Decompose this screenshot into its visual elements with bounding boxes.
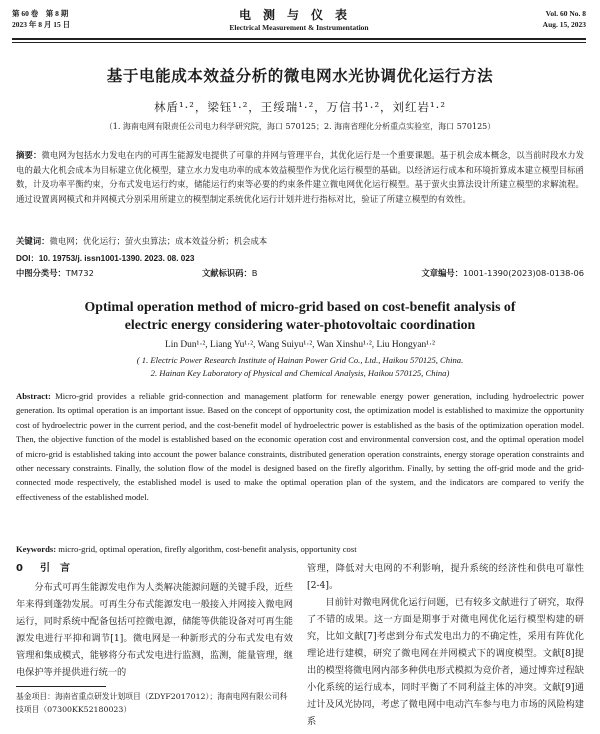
paper-title-cn: 基于电能成本效益分析的微电网水光协调优化运行方法 [106,67,494,85]
authors-cn: 林盾¹·²，梁钰¹·²，王绥瑞¹·²，万信书¹·²，刘红岩¹·² [154,100,446,114]
section-number: 0 [16,563,23,574]
keywords-en [16,544,584,554]
clc-code: 中图分类号：TM732 [16,268,94,278]
journal-name-en: Electrical Measurement & Instrumentation [229,23,369,32]
journal-name-cn: 电测与仪表 [238,8,359,22]
header-center [12,8,586,33]
document-code: 文献标识码：B [202,268,258,278]
keywords-cn [16,235,584,247]
abstract-en-text: Micro-grid provides a reliable grid-connection and management platform for renewable energy power generation, including hydroelectric power generation. Its optimal operation is an important issue. Based on the concept of opportunity cost, the optimization model is established to maximize the opportunity cost of hydroelectric power in the current period, and the cost-benefit model of hydroelectric power is established as the basis of the optimization operation model. Then, the objective function of the model is established based on the economic operation cost and environmental conversion cost, and the optimal operation model of micro-grid is established taking into account the power balance constraints, distributed generation operation constraints, energy storage operation constraints and other necessary constraints. Finally, the solution flow of the model is designed based on the firefly algorithm. Finally, by setting the off-grid mode and the grid-connected mode respectively, the established model is used to make the optimal operation plan of the system, and the indicators are compared to verify the effectiveness of the established model. [16,391,584,502]
abstract-cn-text: 微电网为包括水力发电在内的可再生能源发电提供了可靠的并网与管理平台，其优化运行是一个重要课题。基于机会成本概念，以当前时段水力发电的最大化机会成本为目标建立优化模型，建立水力发电功率的成本效益模型作为优化运行模型的基础。以经济运行成本和环境折算成本建立模型目标函数，计及功率平衡约束，分布式发电运行约束，储能运行约束等必要的约束条件建立微电网优化运行模型。基于萤火虫算法设计所建立模型的求解流程。通过设置离网模式和并网模式分别采用所建立的模型制定系统优化运行计划并进行指标对比，验证了所建立模型的有效性。 [16,150,584,204]
keywords-cn-label: 关键词： [16,236,50,246]
date-cn: 2023 年 8 月 15 日 [12,20,71,29]
affiliation-en-line2: 2. Hainan Key Laboratory of Physical and Chemical Analysis, Haikou 570125, China) [150,368,450,378]
header-rule-thin [12,42,586,43]
abstract-en [16,389,584,504]
header-rule-thick [12,38,586,40]
keywords-cn-text: 微电网；优化运行；萤火虫算法；成本效益分析；机会成本 [49,236,268,246]
volume-en: Vol. 60 No. 8 [545,9,586,18]
body-column-right [307,560,584,730]
abstract-en-label: Abstract: [16,391,51,401]
date-en: Aug. 15, 2023 [542,20,586,29]
paper-title-en: Optimal operation method of micro-grid based on cost-benefit analysis of electric energy considering water-photovoltaic coordination [84,299,516,332]
intro-paragraph-left: 分布式可再生能源发电作为人类解决能源问题的关键手段，近些年来得到蓬勃发展。可再生分布式能源发电一般接入并网接入微电网运行，同时系统中配备包括可控微电源，储能等供能设备对可再生能源发电进行平抑和调节[1]。微电网是一种新形式的分布式发电有效管理和集成模式，能够将分布式发电进行监测，监测，能量管理，继电保护等并提供进行统一的 [16,582,293,678]
article-number: 文章编号：1001-1390(2023)08-0138-06 [421,268,584,278]
keywords-en-text: micro-grid, optimal operation, firefly algorithm, cost-benefit analysis, opportunity cost [58,544,357,554]
affiliation-cn: （1. 海南电网有限责任公司电力科学研究院，海口 570125；2. 海南省理化分析重点实验室，海口 570125） [104,122,496,131]
section-heading [16,560,293,578]
doi: DOI：10. 19753/j. issn1001-1390. 2023. 08. 023 [16,254,195,263]
classification-row [16,267,584,279]
abstract-cn-label: 摘要： [16,150,42,160]
journal-header [12,8,586,38]
abstract-cn [16,148,584,206]
authors-en: Lin Dun¹·², Liang Yu¹·², Wang Suiyu¹·², Wan Xinshu¹·², Liu Hongyan¹·² [165,340,435,350]
funding-note: 基金项目：海南省重点研发计划项目（ZDYF2017012）；海南电网有限公司科技项目（07300KK52180023） [16,692,288,714]
intro-paragraph-right-2: 目前针对微电网优化运行问题，已有较多文献进行了研究，取得了不错的成果。这一方面是期事于对微电网优化运行模型构建的研究，比如文献[7]考虑到分布式发电出力的不确定性，采用有阵优化理论进行建模，研究了微电网在并网模式下的调度模型。文献[8]提出的模型将微电网内部多种供电形式模拟为竞价者，通过博弈过程缺小化系统的运行成本，同时平衡了不同利益主体的冲突。文献[9]通过计及风光协同，考虑了微电网中电动汽车参与电力市场的风险构建系 [307,597,584,727]
header-right [543,8,586,30]
footnote-rule [16,686,106,687]
body-column-left [16,560,293,681]
intro-paragraph-right-1: 管理，降低对大电网的不利影响，提升系统的经济性和供电可靠性[2-4]。 [307,563,584,591]
affiliation-en [0,354,600,380]
affiliation-en-line1: ( 1. Electric Power Research Institute of Hainan Power Grid Co., Ltd., Haikou 570125, China. [136,355,464,365]
volume-cn: 第 60 卷 第 8 期 [12,9,69,18]
keywords-en-label: Keywords: [16,544,57,554]
section-title: 引 言 [40,563,70,574]
